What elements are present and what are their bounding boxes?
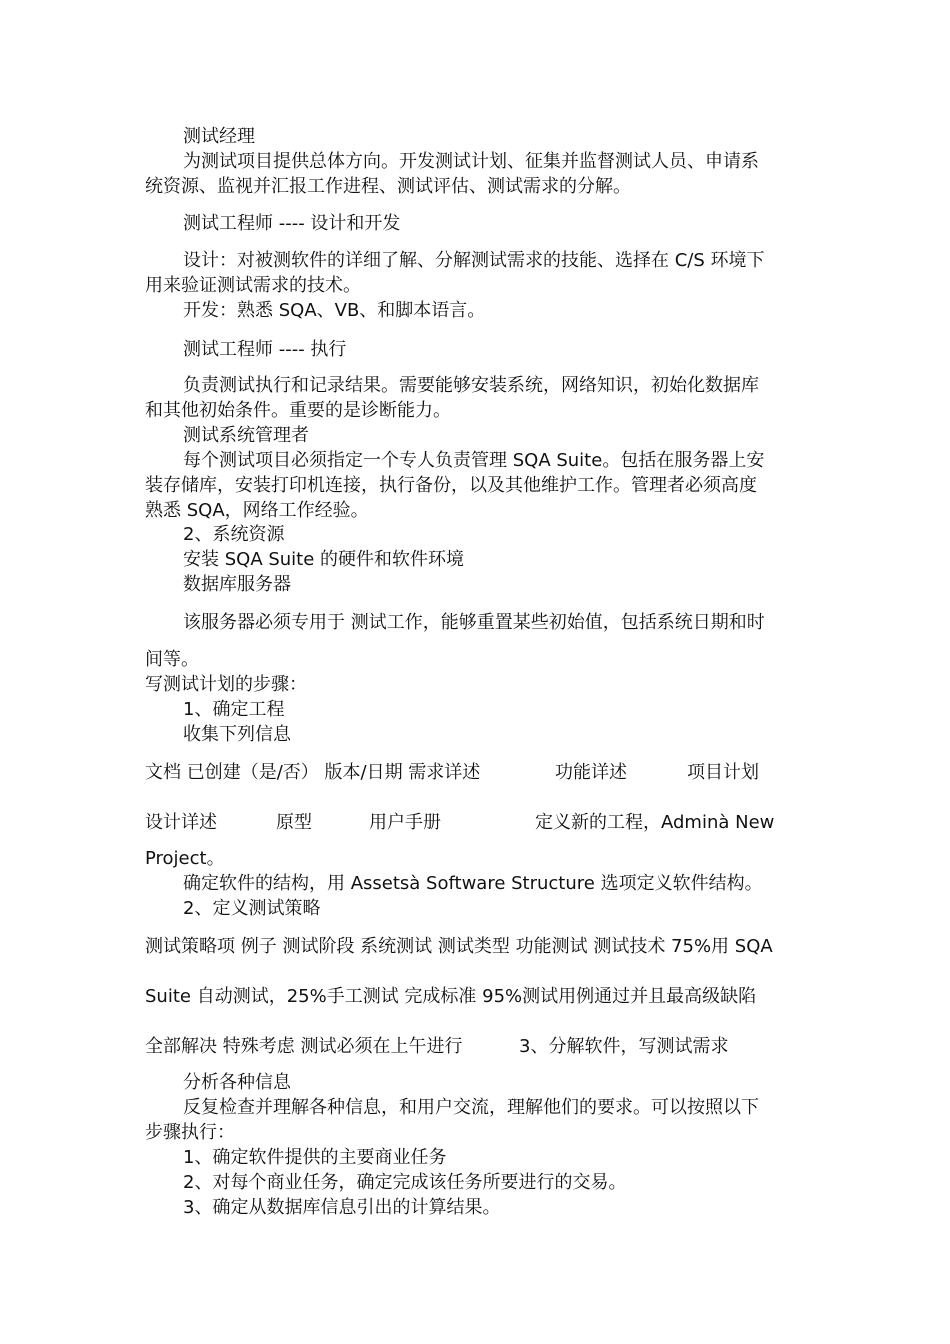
- heading-test-manager: 测试经理: [183, 126, 255, 147]
- info-item-function-spec: 功能详述: [555, 762, 627, 783]
- paragraph-line: 开发：熟悉 SQA、VB、和脚本语言。: [183, 300, 486, 321]
- paragraph-line: 每个测试项目必须指定一个专人负责管理 SQA Suite。包括在服务器上安: [183, 450, 765, 471]
- paragraph-line: 确定软件的结构，用 Assetsà Software Structure 选项定义软件结构。: [183, 873, 763, 894]
- heading-step-2: 2、定义测试策略: [183, 898, 321, 919]
- list-item: 1、确定软件提供的主要商业任务: [183, 1147, 447, 1168]
- paragraph-line: Project。: [145, 848, 225, 869]
- paragraph-line: 装存储库，安装打印机连接，执行备份，以及其他维护工作。管理者必须高度: [145, 475, 757, 496]
- heading-test-system-admin: 测试系统管理者: [183, 425, 309, 446]
- heading-test-engineer-design: 测试工程师 ---- 设计和开发: [183, 213, 401, 234]
- info-item-user-manual: 用户手册: [369, 812, 441, 833]
- paragraph-line: 收集下列信息: [183, 724, 291, 745]
- heading-test-plan-steps: 写测试计划的步骤：: [145, 674, 307, 695]
- info-item-design-spec: 设计详述: [145, 812, 217, 833]
- strategy-line: 测试策略项 例子 测试阶段 系统测试 测试类型 功能测试 测试技术 75%用 SQA: [145, 936, 773, 957]
- paragraph-line: 安装 SQA Suite 的硬件和软件环境: [183, 549, 465, 570]
- heading-analyze-info: 分析各种信息: [183, 1072, 291, 1093]
- info-item-project-plan: 项目计划: [687, 762, 759, 783]
- strategy-line: 全部解决 特殊考虑 测试必须在上午进行: [145, 1036, 463, 1057]
- info-item-docs: 文档 已创建（是/否） 版本/日期 需求详述: [145, 762, 481, 783]
- heading-test-engineer-execute: 测试工程师 ---- 执行: [183, 339, 347, 360]
- paragraph-line: 和其他初始条件。重要的是诊断能力。: [145, 400, 451, 421]
- paragraph-line: 统资源、监视并汇报工作进程、测试评估、测试需求的分解。: [145, 176, 631, 197]
- paragraph-line: 熟悉 SQA，网络工作经验。: [145, 500, 369, 521]
- paragraph-line: 该服务器必须专用于 测试工作，能够重置某些初始值，包括系统日期和时: [183, 612, 765, 633]
- paragraph-line: 设计：对被测软件的详细了解、分解测试需求的技能、选择在 C/S 环境下: [183, 250, 765, 271]
- info-item-new-project: 定义新的工程，Adminà New: [535, 812, 775, 833]
- paragraph-line: 用来验证测试需求的技术。: [145, 275, 361, 296]
- heading-step-3: 3、分解软件，写测试需求: [519, 1036, 729, 1057]
- heading-system-resources: 2、系统资源: [183, 524, 285, 545]
- paragraph-line: 负责测试执行和记录结果。需要能够安装系统，网络知识，初始化数据库: [183, 375, 759, 396]
- paragraph-line: 步骤执行：: [145, 1122, 235, 1143]
- info-item-prototype: 原型: [276, 812, 312, 833]
- strategy-line: Suite 自动测试，25%手工测试 完成标准 95%测试用例通过并且最高级缺陷: [145, 986, 757, 1007]
- heading-step-1: 1、确定工程: [183, 699, 285, 720]
- paragraph-line: 间等。: [145, 649, 199, 670]
- paragraph-line: 为测试项目提供总体方向。开发测试计划、征集并监督测试人员、申请系: [183, 151, 759, 172]
- paragraph-line: 反复检查并理解各种信息，和用户交流，理解他们的要求。可以按照以下: [183, 1097, 759, 1118]
- list-item: 2、对每个商业任务，确定完成该任务所要进行的交易。: [183, 1172, 627, 1193]
- list-item: 3、确定从数据库信息引出的计算结果。: [183, 1197, 501, 1218]
- heading-database-server: 数据库服务器: [183, 574, 291, 595]
